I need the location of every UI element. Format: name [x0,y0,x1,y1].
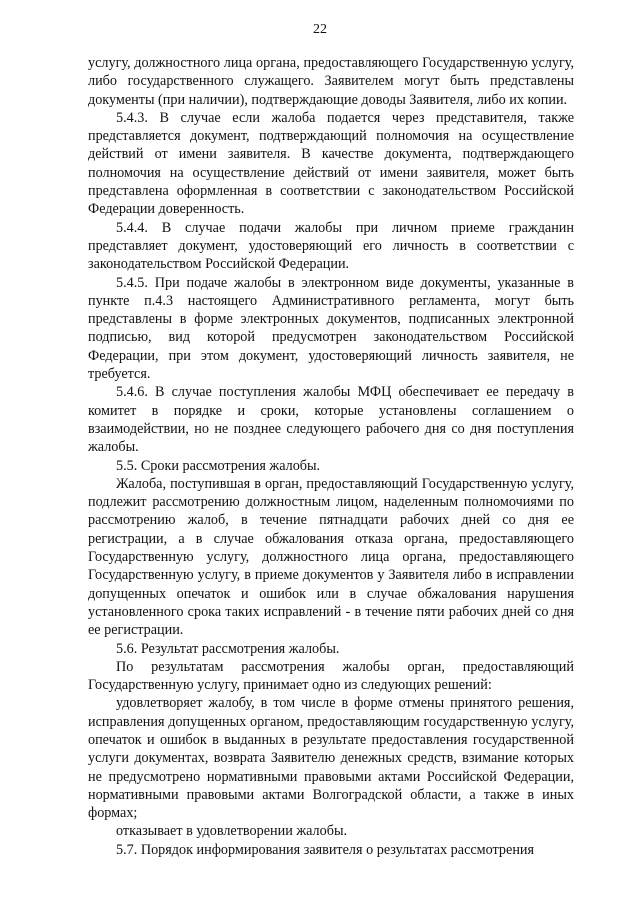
paragraph-decision-satisfy: удовлетворяет жалобу, в том числе в форме отмены принятого решения, исправления допущенных органом, предоставляющим государственную услугу, опечаток и ошибок в выданных в результате предоставления государственной услуги документах, возврата Заявителю денежных средств, взимание которых не предусмотрено нормативными правовыми актами Российской Федерации, нормативными правовыми актами Волгоградской области, а также в иных формах; [88,695,574,822]
document-body [88,54,574,859]
paragraph-review-terms: Жалоба, поступившая в орган, предоставляющий Государственную услугу, подлежит рассмотрению должностным лицом, наделенным полномочиями по рассмотрению жалоб, в течение пятнадцати рабочих дней со дня ее регистрации, а в случае обжалования отказа органа, предоставляющего Государственную услугу, должностного лица органа, предоставляющего Государственную услугу, в приеме документов у Заявителя либо в исправлении допущенных опечаток и ошибок или в случае обжалования нарушения установленного срока таких исправлений - в течение пяти рабочих дней со дня ее регистрации. [88,475,574,639]
paragraph-5-4-4: 5.4.4. В случае подачи жалобы при личном приеме гражданин представляет документ, удостоверяющий его личность в соответствии с законодательством Российской Федерации. [88,219,574,273]
section-heading-5-6: 5.6. Результат рассмотрения жалобы. [116,640,340,657]
paragraph-5-4-3: 5.4.3. В случае если жалоба подается через представителя, также представляется документ, подтверждающий полномочия на осуществление действий от имени заявителя. В качестве документа, подтверждающего полномочия на осуществление действий от имени заявителя, может быть представлена оформленная в соответствии с законодательством Российской Федерации доверенность. [88,109,574,218]
section-heading-5-5: 5.5. Сроки рассмотрения жалобы. [116,457,321,474]
paragraph-continuation: услугу, должностного лица органа, предоставляющего Государственную услугу, либо государственного служащего. Заявителем могут быть представлены документы (при наличии), подтверждающие доводы Заявителя, либо их копии. [88,55,574,108]
section-heading-5-7: 5.7. Порядок информирования заявителя о результатах рассмотрения [116,841,535,858]
page-number: 22 [313,22,327,37]
paragraph-decision-intro: По результатам рассмотрения жалобы орган, предоставляющий Государственную услугу, принимает одно из следующих решений: [88,658,574,694]
paragraph-5-4-6: 5.4.6. В случае поступления жалобы МФЦ обеспечивает ее передачу в комитет в порядке и сроки, которые установлены соглашением о взаимодействии, но не позднее следующего рабочего дня со дня поступления жалобы. [88,384,574,456]
paragraph-5-4-5: 5.4.5. При подаче жалобы в электронном виде документы, указанные в пункте п.4.3 настоящего Административного регламента, могут быть представлены в форме электронных документов, подписанных электронной подписью, вид которой предусмотрен законодательством Российской Федерации, при этом документ, удостоверяющий личность заявителя, не требуется. [88,274,574,383]
paragraph-decision-refuse: отказывает в удовлетворении жалобы. [116,823,348,840]
